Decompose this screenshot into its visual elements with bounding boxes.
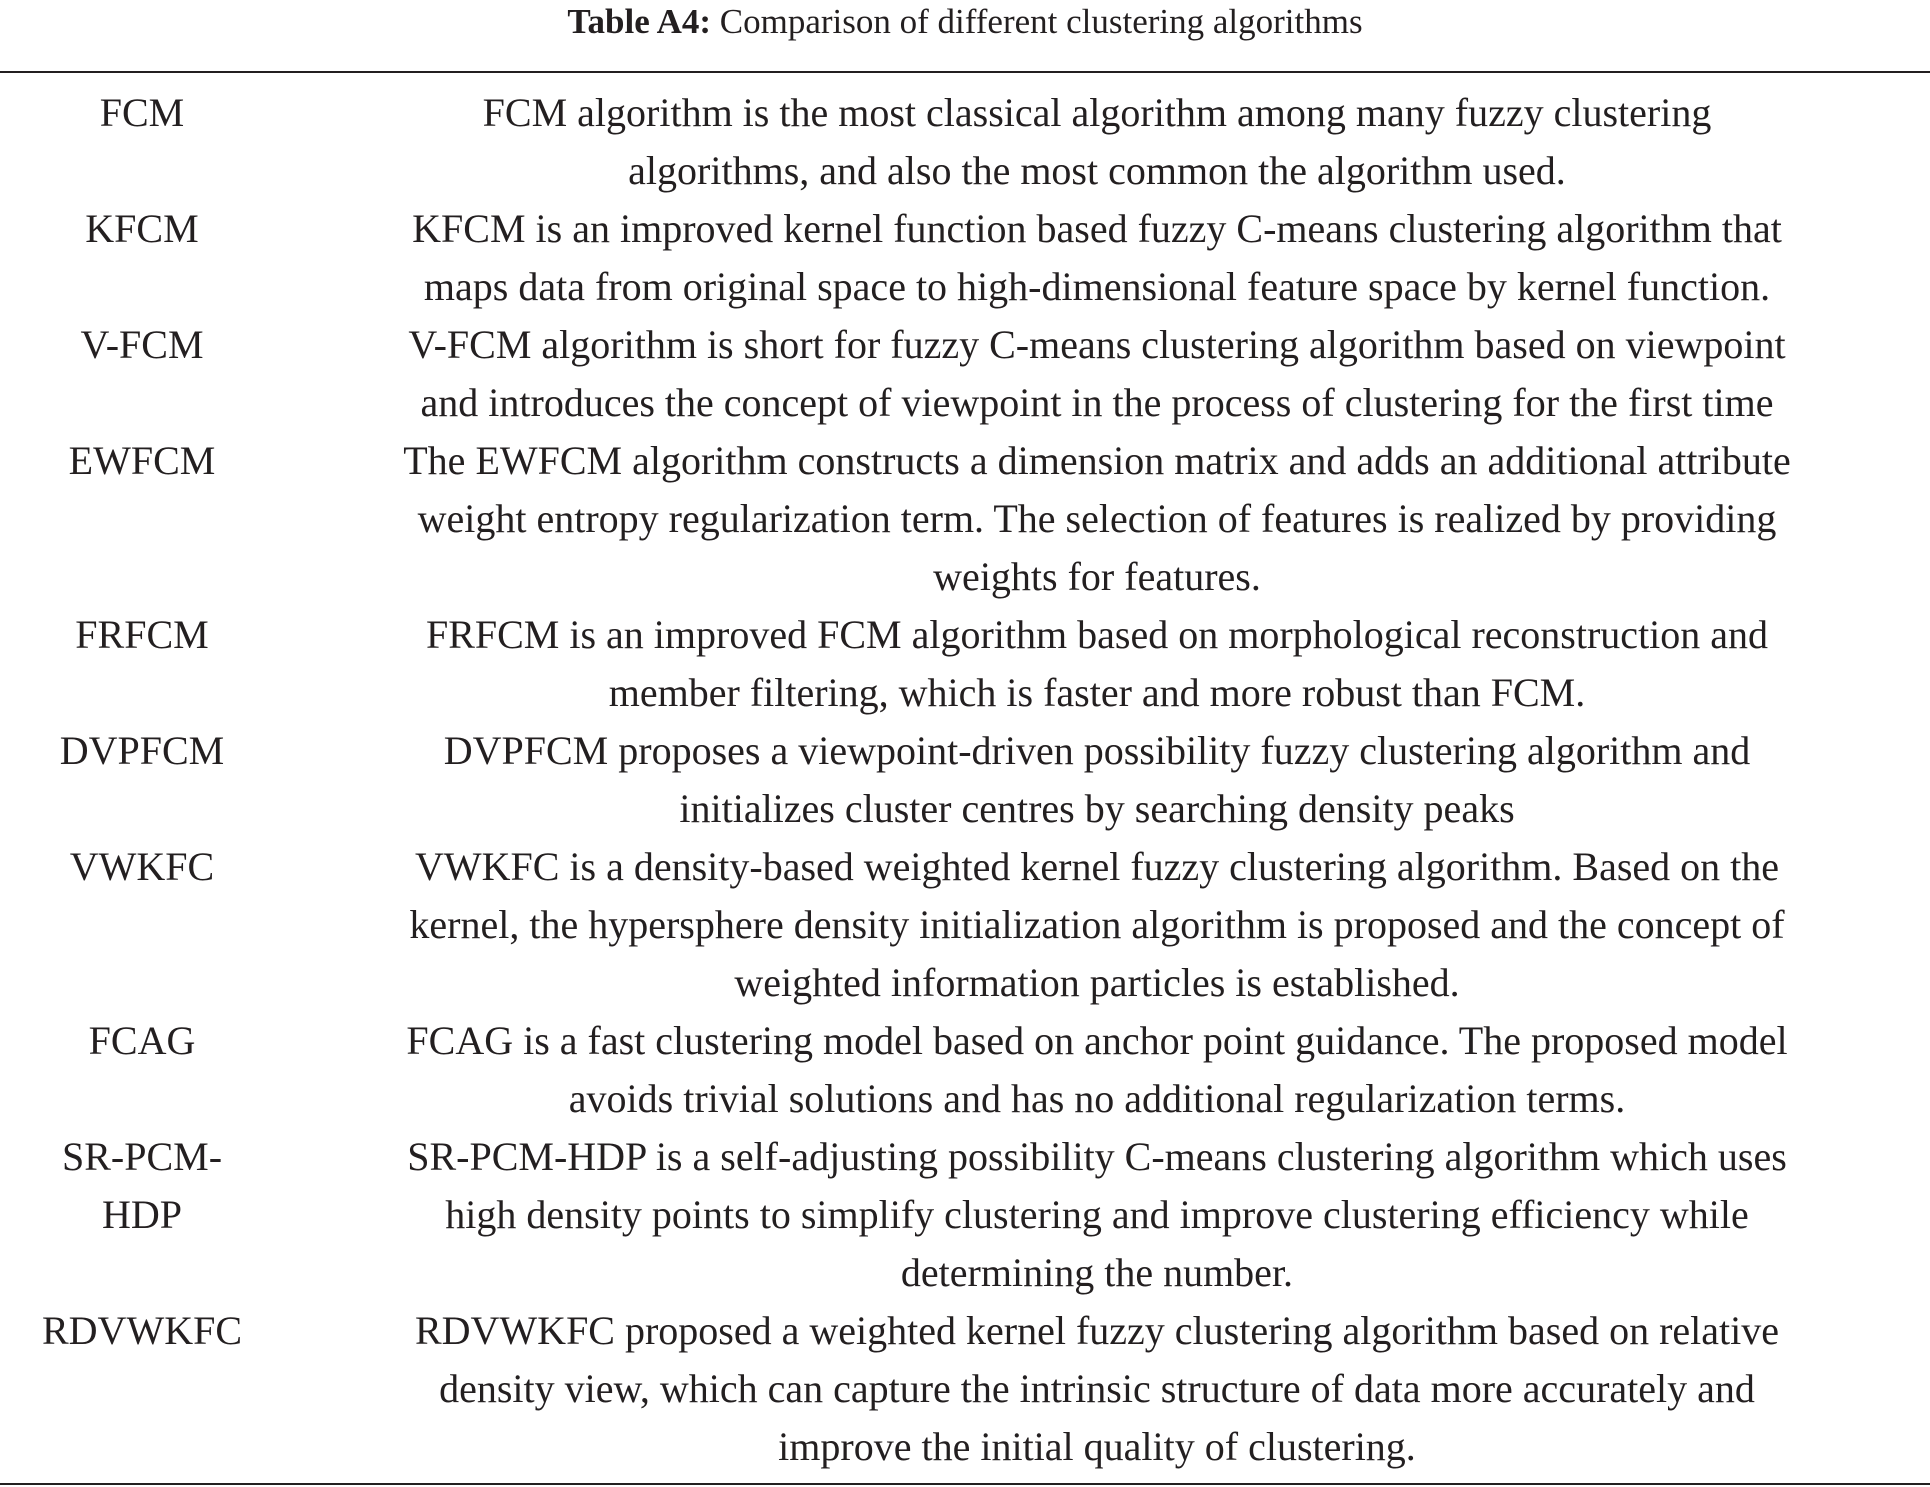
comparison-table	[0, 84, 1930, 1476]
table-row	[0, 200, 1930, 316]
algorithm-name: FRFCM	[75, 612, 209, 657]
description-line: SR-PCM-HDP is a self-adjusting possibility C-means clustering algorithm which uses	[407, 1134, 1787, 1179]
table-row	[0, 1128, 1930, 1302]
description-line: DVPFCM proposes a viewpoint-driven possibility fuzzy clustering algorithm and	[443, 728, 1751, 773]
table-row	[0, 722, 1930, 838]
description-line: improve the initial quality of clustering.	[778, 1424, 1416, 1469]
algorithm-name: VWKFC	[69, 844, 215, 889]
description-line: and introduces the concept of viewpoint in the process of clustering for the first time	[420, 380, 1774, 425]
description-line: VWKFC is a density-based weighted kernel fuzzy clustering algorithm. Based on the	[414, 844, 1780, 889]
table-row	[0, 316, 1930, 432]
algorithm-name: EWFCM	[68, 438, 216, 483]
description-line: maps data from original space to high-dimensional feature space by kernel function.	[423, 264, 1771, 309]
algorithm-description	[284, 316, 1930, 432]
algorithm-name	[0, 1128, 284, 1302]
description-line: RDVWKFC proposed a weighted kernel fuzzy clustering algorithm based on relative	[414, 1308, 1780, 1353]
description-line: density view, which can capture the intrinsic structure of data more accurately and	[439, 1366, 1755, 1411]
bottom-rule	[0, 1483, 1930, 1485]
description-line: The EWFCM algorithm constructs a dimension matrix and adds an additional attribute	[403, 438, 1791, 483]
table-row	[0, 432, 1930, 606]
table-row	[0, 84, 1930, 200]
algorithm-name: DVPFCM	[59, 728, 225, 773]
algorithm-name: RDVWKFC	[41, 1308, 243, 1353]
table-row	[0, 1302, 1930, 1476]
algorithm-name: KFCM	[85, 206, 199, 251]
description-line: FCAG is a fast clustering model based on anchor point guidance. The proposed model	[406, 1018, 1788, 1063]
algorithm-name: FCAG	[88, 1018, 196, 1063]
description-line: FRFCM is an improved FCM algorithm based on morphological reconstruction and	[425, 612, 1769, 657]
algorithm-description	[284, 606, 1930, 722]
table-title: Comparison of different clustering algorithms	[719, 2, 1363, 41]
algorithm-description	[284, 432, 1930, 606]
description-line: weight entropy regularization term. The selection of features is realized by providing	[417, 496, 1777, 541]
description-line: high density points to simplify clustering and improve clustering efficiency while	[445, 1192, 1749, 1237]
top-rule	[0, 71, 1930, 73]
table-row	[0, 606, 1930, 722]
algorithm-name: V-FCM	[80, 322, 204, 367]
algorithm-name-line: HDP	[101, 1192, 183, 1237]
description-line: member filtering, which is faster and more robust than FCM.	[608, 670, 1586, 715]
algorithm-description	[284, 84, 1930, 200]
description-line: algorithms, and also the most common the algorithm used.	[628, 148, 1566, 193]
description-line: kernel, the hypersphere density initialization algorithm is proposed and the concept of	[409, 902, 1785, 947]
algorithm-name: FCM	[99, 90, 185, 135]
algorithm-description	[284, 722, 1930, 838]
description-line: weighted information particles is established.	[734, 960, 1460, 1005]
algorithm-description	[284, 1302, 1930, 1476]
algorithm-name-line: SR-PCM-	[61, 1134, 223, 1179]
table-row	[0, 1012, 1930, 1128]
algorithm-description	[284, 200, 1930, 316]
algorithm-description	[284, 838, 1930, 1012]
description-line: KFCM is an improved kernel function based fuzzy C-means clustering algorithm that	[412, 206, 1782, 251]
algorithm-description	[284, 1128, 1930, 1302]
algorithm-description	[284, 1012, 1930, 1128]
table-label: Table A4:	[567, 2, 711, 41]
table-row	[0, 838, 1930, 1012]
table-caption	[0, 0, 1930, 44]
description-line: V-FCM algorithm is short for fuzzy C-means clustering algorithm based on viewpoint	[408, 322, 1786, 367]
description-line: avoids trivial solutions and has no additional regularization terms.	[568, 1076, 1626, 1121]
description-line: FCM algorithm is the most classical algorithm among many fuzzy clustering	[482, 90, 1712, 135]
description-line: determining the number.	[900, 1250, 1294, 1295]
description-line: weights for features.	[933, 554, 1261, 599]
description-line: initializes cluster centres by searching density peaks	[679, 786, 1515, 831]
